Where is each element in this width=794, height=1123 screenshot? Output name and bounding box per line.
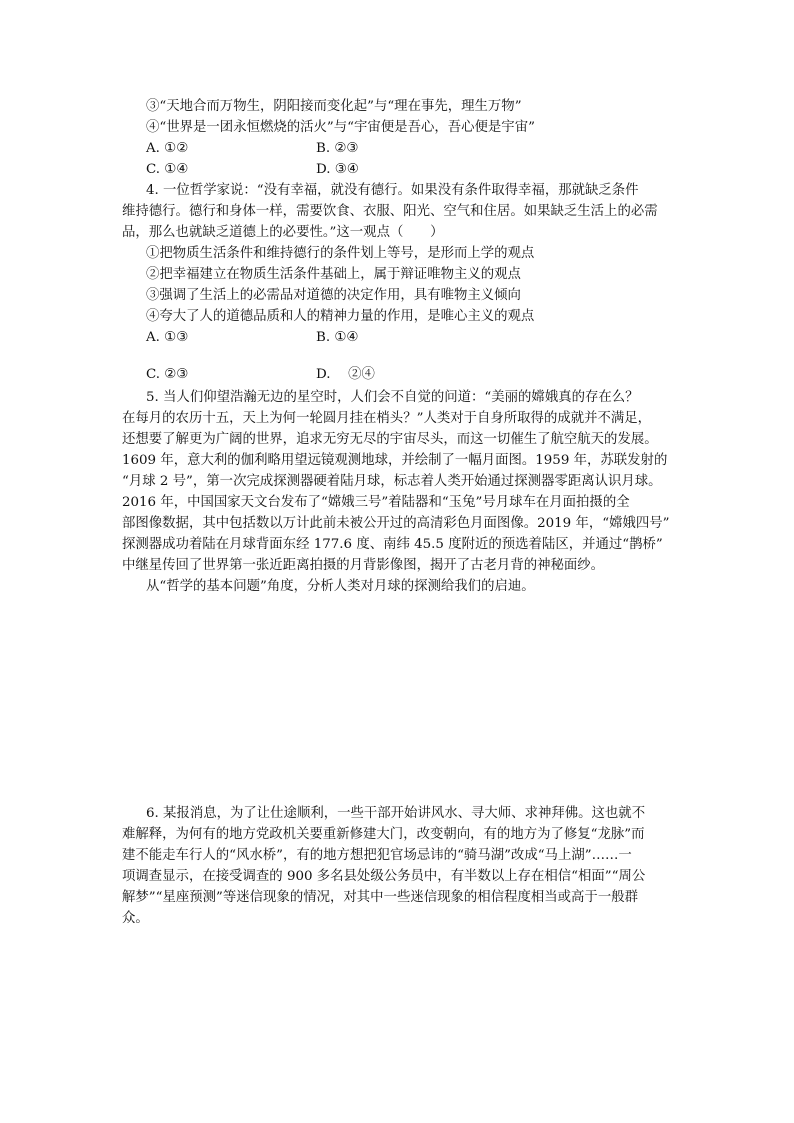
q6-line-6: 众。 — [122, 911, 149, 926]
q5-line-1: 5. 当人们仰望浩瀚无边的星空时，人们会不自觉的问道：“美丽的嫦娥真的存在么？ — [146, 390, 639, 405]
q3-option-d: D. ③④ — [316, 162, 359, 177]
q5-line-3: 还想要了解更为广阔的世界，追求无穷无尽的宇宙尽头，而这一切催生了航空航天的发展。 — [122, 432, 658, 447]
q4-option-a: A. ①③ — [146, 330, 189, 345]
q5-line-9: 中继星传回了世界第一张近距离拍摄的月背影像图，揭开了古老月背的神秘面纱。 — [122, 558, 605, 573]
q6-line-2: 难解释，为何有的地方党政机关要重新修建大门，改变朝向，有的地方为了修复“龙脉”而 — [122, 827, 645, 842]
q4-item-1: ①把物质生活条件和维持德行的条件划上等号，是形而上学的观点 — [146, 246, 535, 261]
q4-stem-line-2: 维持德行。德行和身体一样，需要饮食、衣服、阳光、空气和住居。如果缺乏生活上的必需 — [122, 204, 658, 219]
q5-line-6: 2016 年，中国国家天文台发布了“嫦娥三号”着陆器和“玉兔”号月球车在月面拍摄的全 — [122, 495, 630, 510]
q4-option-b: B. ①④ — [316, 330, 359, 345]
q3-option-c: C. ①④ — [146, 162, 189, 177]
q6-line-4: 项调查显示，在接受调查的 900 多名县处级公务员中，有半数以上存在相信“相面”“周公 — [122, 869, 646, 884]
q6-line-5: 解梦”“星座预测”等迷信现象的情况，对其中一些迷信现象的相信程度相当或高于一般群 — [122, 890, 638, 905]
q3-option-b: B. ②③ — [316, 141, 359, 156]
q4-option-c: C. ②③ — [146, 367, 189, 382]
q4-item-2: ②把幸福建立在物质生活条件基础上，属于辩证唯物主义的观点 — [146, 267, 521, 282]
q5-line-5: “月球 2 号”，第一次完成探测器硬着陆月球，标志着人类开始通过探测器零距离认识月球。 — [122, 474, 662, 489]
q5-line-2: 在每月的农历十五，天上为何一轮圆月挂在梢头？”人类对于自身所取得的成就并不满足， — [122, 411, 652, 426]
q6-line-1: 6. 某报消息，为了让仕途顺利，一些干部开始讲风水、寻大师、求神拜佛。这也就不 — [146, 806, 646, 821]
q5-line-7: 部图像数据，其中包括数以万计此前未被公开过的高清彩色月面图像。2019 年，“嫦娥四号” — [122, 516, 670, 531]
q5-line-4: 1609 年，意大利的伽利略用望远镜观测地球，并绘制了一幅月面图。1959 年，苏联发射的 — [122, 453, 668, 468]
q6-line-3: 建不能走车行人的“风水桥”，有的地方想把犯官场忌讳的“骑马湖”改成“马上湖”……一 — [122, 848, 632, 863]
q4-item-4: ④夸大了人的道德品质和人的精神力量的作用，是唯心主义的观点 — [146, 309, 535, 324]
q4-option-d: D. ②④ — [316, 367, 375, 382]
q5-line-8: 探测器成功着陆在月球背面东经 177.6 度、南纬 45.5 度附近的预选着陆区，并通过“鹊桥” — [122, 537, 663, 552]
q5-question: 从“哲学的基本问题”角度，分析人类对月球的探测给我们的启迪。 — [146, 579, 535, 594]
q4-stem-line-1: 4. 一位哲学家说：“没有幸福，就没有德行。如果没有条件取得幸福，那就缺乏条件 — [146, 183, 639, 198]
q4-stem-line-3: 品，那么也就缺乏道德上的必要性。”这一观点（ ） — [122, 225, 444, 240]
q3-item-3: ③“天地合而万物生，阴阳接而变化起”与“理在事先，理生万物” — [146, 99, 522, 114]
q4-item-3: ③强调了生活上的必需品对道德的决定作用，具有唯物主义倾向 — [146, 288, 521, 303]
q3-option-a: A. ①② — [146, 141, 189, 156]
q3-item-4: ④“世界是一团永恒燃烧的活火”与“宇宙便是吾心，吾心便是宇宙” — [146, 120, 535, 135]
